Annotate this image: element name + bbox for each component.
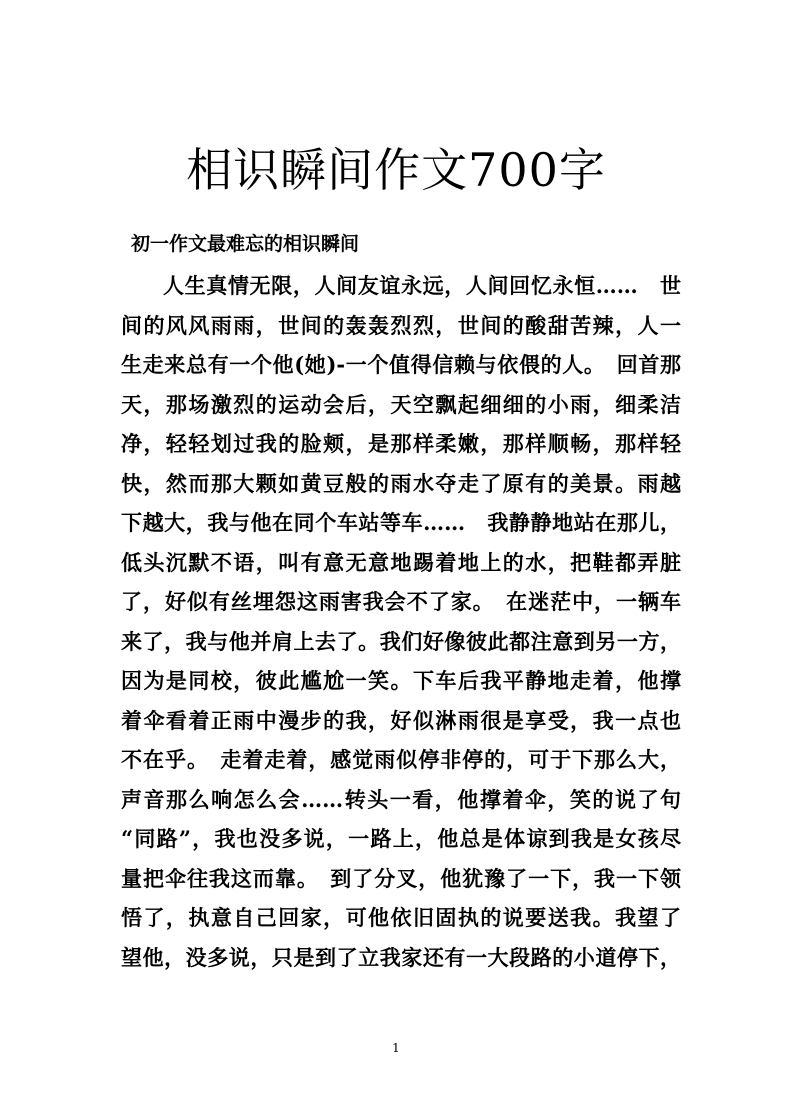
body-line: 间的风风雨雨，世间的轰轰烈烈，世间的酸甜苦辣，人一 — [121, 312, 681, 338]
body-line: 来了，我与他并肩上去了。我们好像彼此都注意到另一方， — [121, 628, 681, 654]
document-title: 相识瞬间作文700字 — [186, 143, 606, 197]
body-line: “同路”，我也没多说，一路上，他总是体谅到我是女孩尽 — [121, 826, 681, 851]
body-line: 量把伞往我这而靠。 到了分叉，他犹豫了一下，我一下领 — [121, 865, 681, 891]
body-line: 不在乎。 走着走着，感觉雨似停非停的，可于下那么大， — [121, 747, 681, 772]
body-line: 人生真情无限，人间友谊永远，人间回忆永恒…… 世 — [163, 273, 681, 298]
body-line: 生走来总有一个他(她)-一个值得信赖与依偎的人。 回首那 — [121, 352, 681, 377]
body-line: 声音那么响怎么会……转头一看，他撑着伞，笑的说了句 — [121, 786, 681, 812]
body-line: 望他，没多说，只是到了立我家还有一大段路的小道停下， — [121, 944, 681, 970]
body-line: 天，那场激烈的运动会后，天空飘起细细的小雨，细柔洁 — [121, 391, 681, 417]
body-line: 了，好似有丝埋怨这雨害我会不了家。 在迷茫中，一辆车 — [121, 589, 681, 614]
body-line: 悟了，执意自己回家，可他依旧固执的说要送我。我望了 — [121, 905, 681, 930]
body-line: 低头沉默不语，叫有意无意地踢着地上的水，把鞋都弄脏 — [121, 549, 681, 575]
body-line: 着伞看着正雨中漫步的我，好似淋雨很是享受，我一点也 — [121, 707, 681, 733]
document-body — [121, 266, 681, 977]
body-line: 净，轻轻划过我的脸颊，是那样柔嫩，那样顺畅，那样轻 — [121, 431, 681, 456]
body-line: 下越大，我与他在同个车站等车…… 我静静地站在那儿， — [121, 510, 681, 535]
document-subtitle: 初一作文最难忘的相识瞬间 — [131, 233, 360, 255]
page-number: 1 — [392, 1041, 400, 1055]
body-line: 快，然而那大颗如黄豆般的雨水夺走了原有的美景。雨越 — [121, 470, 681, 496]
body-line: 因为是同校，彼此尴尬一笑。下车后我平静地走着，他撑 — [121, 668, 681, 693]
